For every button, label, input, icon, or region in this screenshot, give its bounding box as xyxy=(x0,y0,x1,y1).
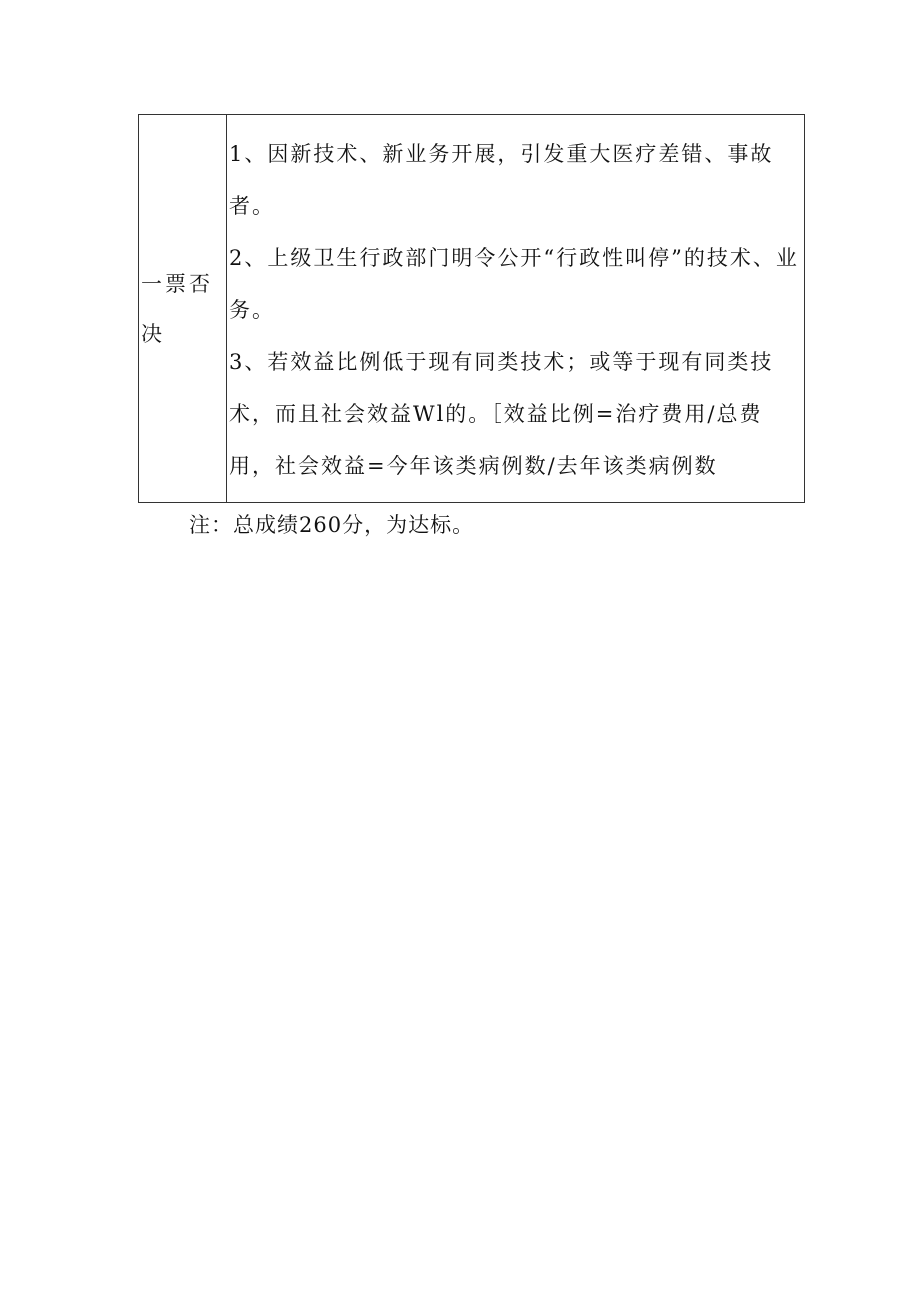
veto-label: 一票否决 xyxy=(141,271,213,346)
veto-label-cell xyxy=(139,115,227,502)
criteria-item-1: 1、因新技术、新业务开展，引发重大医疗差错、事故者。 xyxy=(229,142,774,218)
footnote: 注：总成绩260分，为达标。 xyxy=(189,513,475,537)
criteria-item-3: 3、若效益比例低于现有同类技术；或等于现有同类技术，而且社会效益Wl的。［效益比例=治疗费用/总费用，社会效益=今年该类病例数/去年该类病例数 xyxy=(229,350,774,478)
criteria-item-2: 2、上级卫生行政部门明令公开“行政性叫停”的技术、业务。 xyxy=(229,246,799,322)
criteria-item-4 xyxy=(229,492,804,502)
veto-table xyxy=(138,114,805,503)
veto-criteria-cell xyxy=(227,115,804,502)
